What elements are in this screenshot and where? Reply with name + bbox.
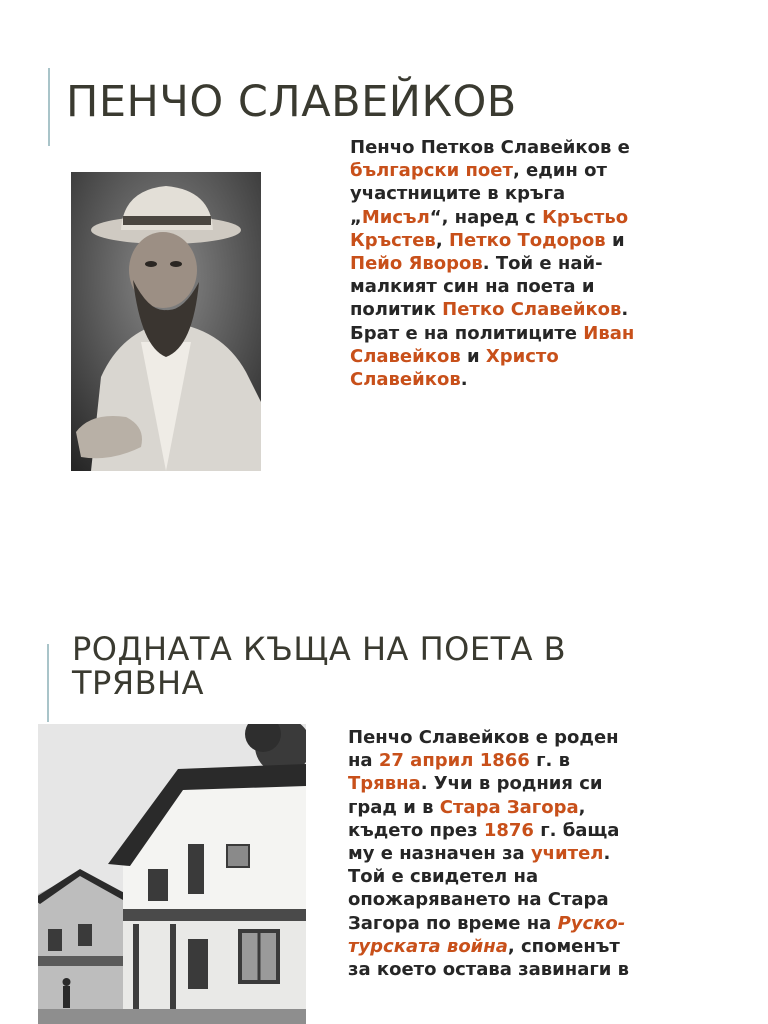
inline-link[interactable]: Кръстьо Кръстев — [350, 206, 629, 251]
inline-link[interactable]: български поет — [350, 160, 513, 182]
title-accent-line — [47, 644, 49, 722]
slide-1-title: ПЕНЧО СЛАВЕЙКОВ — [66, 77, 517, 127]
inline-link[interactable]: Петко Тодоров — [448, 229, 606, 251]
text-run: и — [605, 229, 625, 251]
inline-link[interactable]: Петко Славейков — [442, 299, 622, 321]
portrait-photo — [71, 172, 261, 471]
text-run: . Той е най-малкият син на поета и политик — [350, 253, 603, 321]
text-run: , където през — [348, 796, 586, 841]
text-run: , споменът за което остава завинаги в — [348, 935, 630, 981]
text-run: Пенчо Славейков е роден на — [348, 727, 619, 772]
inline-link[interactable]: 1876 — [483, 819, 534, 841]
text-run: “, наред с — [429, 206, 543, 228]
inline-link[interactable]: 27 април — [378, 750, 474, 772]
text-run: г. баща му е назначен за — [348, 819, 620, 865]
text-run: . Учи в родния си град и в — [348, 773, 603, 818]
inline-link[interactable]: Христо Славейков — [350, 345, 559, 391]
slide-2-title: РОДНАТА КЪЩА НА ПОЕТА В ТРЯВНА — [72, 630, 567, 702]
slide-1-paragraph — [350, 136, 650, 391]
inline-link[interactable]: учител — [530, 843, 604, 865]
inline-link[interactable]: 1866 — [479, 750, 530, 772]
slide-2-paragraph — [348, 726, 648, 981]
text-run: Пенчо Петков Славейков е — [350, 137, 630, 158]
text-run: , — [435, 229, 449, 251]
inline-link[interactable]: Трявна — [348, 773, 421, 795]
text-run: , един от участниците в кръга „ — [350, 160, 607, 228]
slide-2 — [0, 600, 768, 1024]
text-run: г. в — [529, 750, 571, 772]
text-run: . — [460, 369, 468, 391]
title-accent-line — [48, 68, 50, 146]
text-run: . Брат е на политиците — [350, 299, 629, 344]
text-run: . Той е свидетел на опожаряването на Стара Загора по време на — [348, 843, 611, 934]
inline-link[interactable]: Мисъл — [361, 206, 430, 228]
inline-link[interactable]: Иван Славейков — [350, 322, 635, 367]
house-photo — [38, 724, 306, 1024]
inline-link[interactable]: Стара Загора — [439, 796, 579, 818]
text-run: и — [460, 345, 486, 367]
inline-link[interactable]: Руско-турската война — [348, 912, 626, 957]
inline-link[interactable]: Пейо Яворов — [350, 253, 483, 275]
